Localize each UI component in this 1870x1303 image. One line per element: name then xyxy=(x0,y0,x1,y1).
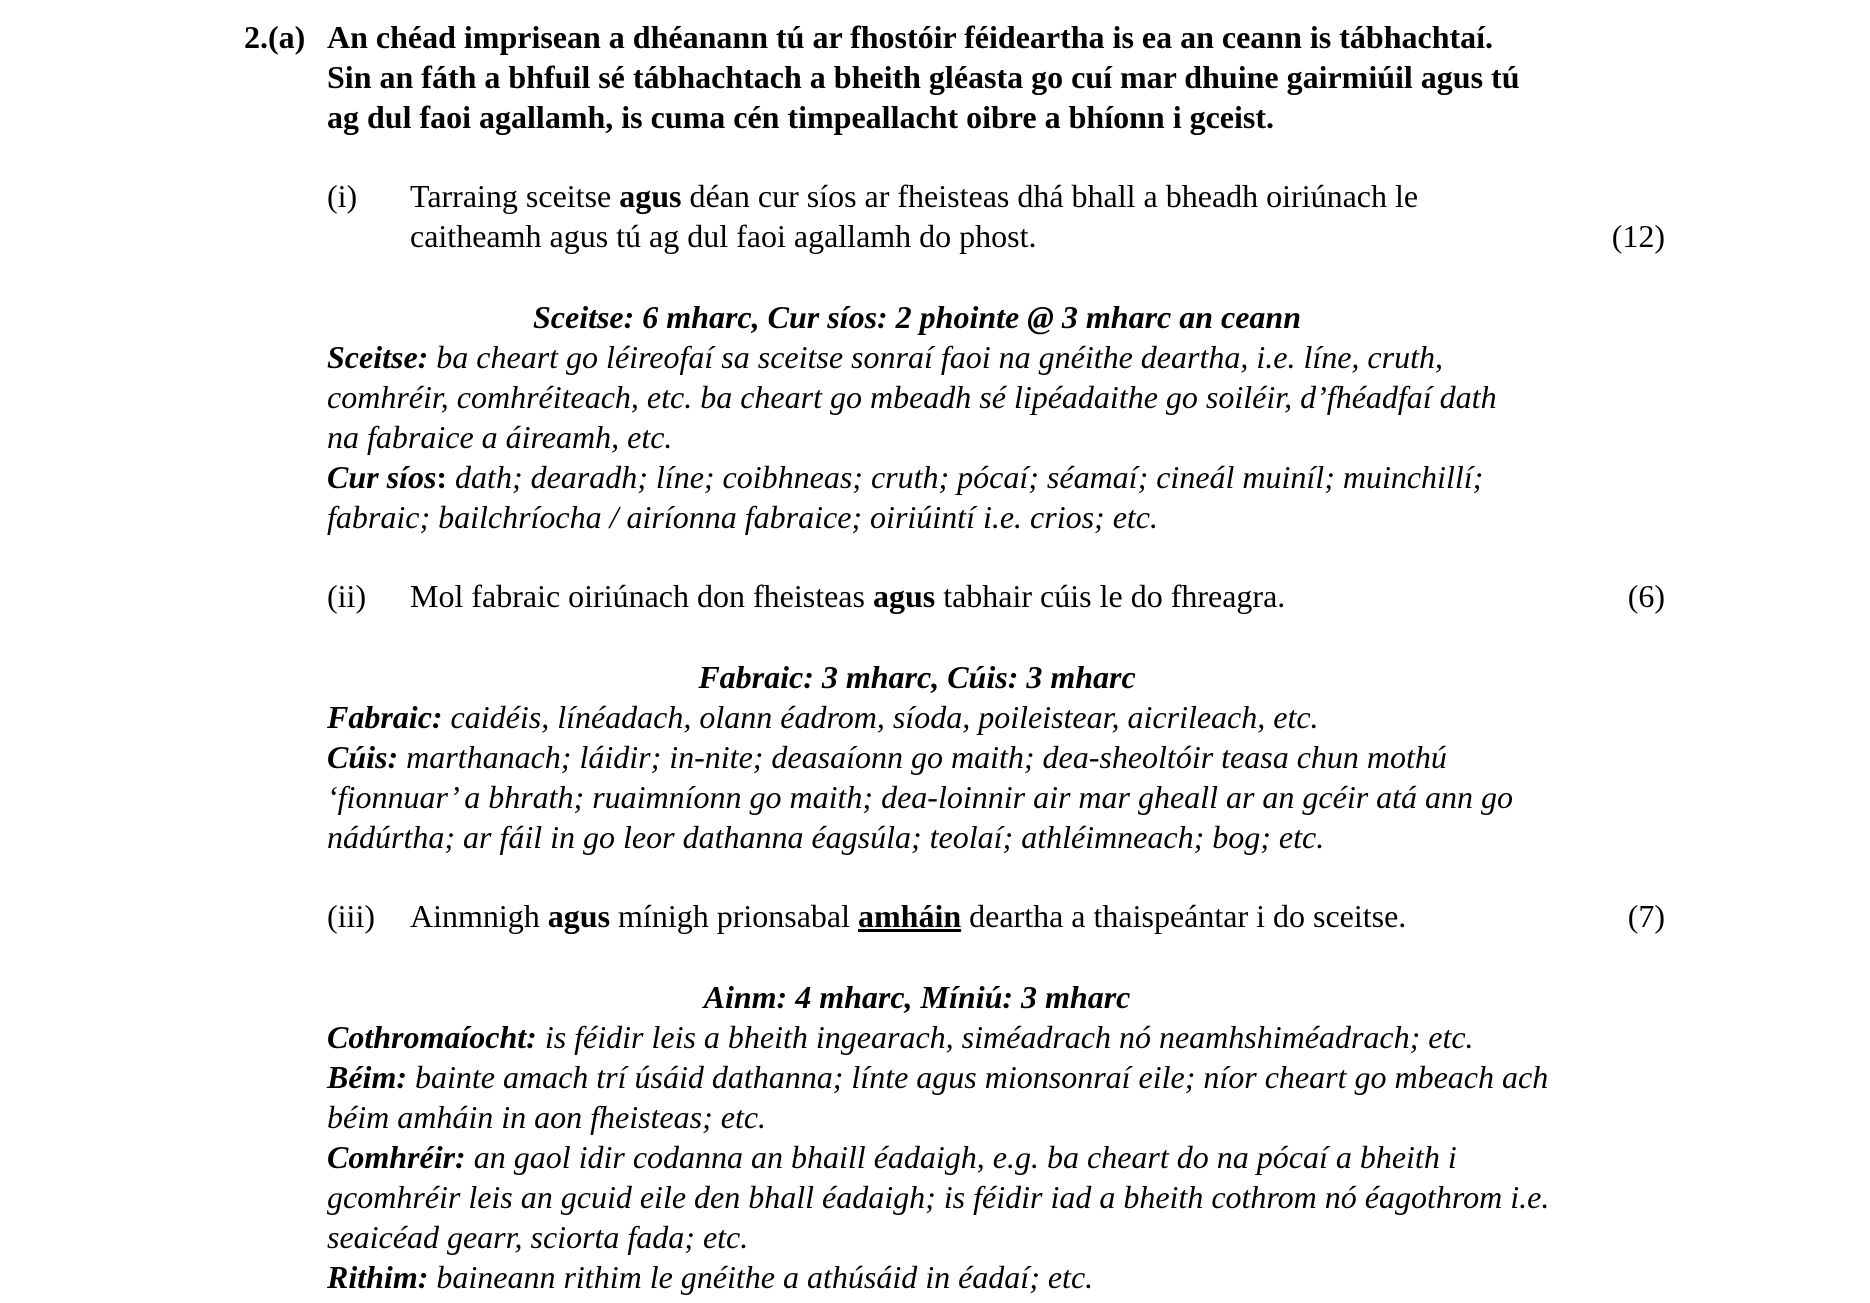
emphasis-amhain: amháin xyxy=(858,898,962,934)
text-run: an gaol idir codanna an bhaill éadaigh, e.g. ba cheart do na pócaí a bheith i xyxy=(465,1139,1457,1175)
text-run: bainte amach trí úsáid dathanna; línte agus mionsonraí eile; níor cheart go mbeach ach xyxy=(406,1059,1549,1095)
text-run: baineann rithim le gnéithe a athúsáid in éadaí; etc. xyxy=(428,1259,1094,1295)
answer-line xyxy=(327,457,1497,497)
emphasis-label: Béim: xyxy=(327,1059,407,1095)
text-run: deartha a thaispeántar i do sceitse. xyxy=(961,898,1407,934)
answer-line xyxy=(327,1017,1549,1057)
answer-line: nádúrtha; ar fáil in go leor dathanna éagsúla; teolaí; athléimneach; bog; etc. xyxy=(327,819,1325,855)
question-stem xyxy=(327,17,1727,137)
description-colon: : xyxy=(436,459,448,495)
text-run: ba cheart go léireofaí sa sceitse sonraí faoi na gnéithe deartha, i.e. líne, cruth, xyxy=(428,339,1443,375)
part-iii-question-line xyxy=(410,896,1406,936)
text-run: déan cur síos ar fheisteas dhá bhall a bheadh oiriúnach le xyxy=(681,178,1419,214)
answer-line: comhréir, comhréiteach, etc. ba cheart go mbeadh sé lipéadaithe go soiléir, d’fhéadfaí dath xyxy=(327,379,1497,415)
question-line: Sin an fáth a bhfuil sé tábhachtach a bheith gléasta go cuí mar dhuine gairmiúil agus tú xyxy=(327,59,1520,95)
question-line: An chéad imprisean a dhéanann tú ar fhostóir féideartha is ea an ceann is tábhachtaí. xyxy=(327,19,1494,55)
part-i-question-line-2: caitheamh agus tú ag dul faoi agallamh do phost. xyxy=(410,218,1037,254)
answer-line xyxy=(327,697,1513,737)
question-line: ag dul faoi agallamh, is cuma cén timpeallacht oibre a bhíonn i gceist. xyxy=(327,99,1274,135)
part-iii-number: (iii) xyxy=(327,898,375,934)
sketch-label: Sceitse: xyxy=(327,339,429,375)
part-i-question-line-1 xyxy=(410,176,1418,216)
answer-line xyxy=(327,337,1497,377)
part-ii-answer xyxy=(327,697,1513,857)
balance-label: Cothromaíocht: xyxy=(327,1019,537,1055)
text-run: tabhair cúis le do fhreagra. xyxy=(935,578,1286,614)
text-run: mínigh prionsabal xyxy=(610,898,858,934)
text-run: caidéis, línéadach, olann éadrom, síoda, poileistear, aicrileach, etc. xyxy=(442,699,1319,735)
answer-line: béim amháin in aon fheisteas; etc. xyxy=(327,1099,767,1135)
answer-line: ‘fionnuar’ a bhrath; ruaimníonn go maith; dea-loinnir air mar gheall ar an gcéir atá ann go xyxy=(327,779,1514,815)
emphasis-agus: agus xyxy=(547,898,611,934)
answer-line: fabraic; bailchríocha / airíonna fabraice; oiriúintí i.e. crios; etc. xyxy=(327,499,1158,535)
part-ii-number: (ii) xyxy=(327,578,367,614)
part-iii-rubric: Ainm: 4 mharc, Míniú: 3 mharc xyxy=(703,979,1131,1015)
part-iii-marks: (7) xyxy=(1627,898,1665,934)
answer-line xyxy=(327,1057,1549,1097)
emphasis-agus: agus xyxy=(872,578,936,614)
text-run: Tarraing sceitse xyxy=(410,178,620,214)
part-i-rubric: Sceitse: 6 mharc, Cur síos: 2 phointe @ 3 mharc an ceann xyxy=(532,299,1302,335)
text-run: Mol fabraic oiriúnach don fheisteas xyxy=(410,578,873,614)
part-i-marks: (12) xyxy=(1611,218,1665,254)
emphasis-agus: agus xyxy=(619,178,682,214)
answer-line: seaicéad gearr, sciorta fada; etc. xyxy=(327,1219,749,1255)
text-run: dath; dearadh; líne; coibhneas; cruth; pócaí; séamaí; cineál muiníl; muinchillí; xyxy=(447,459,1484,495)
text-run: is féidir leis a bheith ingearach, siméadrach nó neamhshiméadrach; etc. xyxy=(536,1019,1474,1055)
text-run: marthanach; láidir; in-nite; deasaíonn go maith; dea-sheoltóir teasa chun mothú xyxy=(398,739,1447,775)
rhythm-label: Rithim: xyxy=(327,1259,429,1295)
part-ii-rubric: Fabraic: 3 mharc, Cúis: 3 mharc xyxy=(698,659,1136,695)
answer-line xyxy=(327,737,1513,777)
answer-line: na fabraice a áireamh, etc. xyxy=(327,419,673,455)
answer-line: gcomhréir leis an gcuid eile den bhall éadaigh; is féidir iad a bheith cothrom nó éagothrom i.e. xyxy=(327,1179,1550,1215)
part-ii-question-line xyxy=(410,576,1285,616)
part-ii-marks: (6) xyxy=(1627,578,1665,614)
text-run: Ainmnigh xyxy=(410,898,548,934)
part-i-sketch-answer xyxy=(327,337,1497,537)
part-iii-answer xyxy=(327,1017,1549,1297)
question-number: 2.(a) xyxy=(244,19,306,55)
answer-line xyxy=(327,1257,1549,1297)
description-label: Cur síos xyxy=(327,459,437,495)
fabric-label: Fabraic: xyxy=(327,699,443,735)
part-i-number: (i) xyxy=(327,178,358,214)
reason-label: Cúis: xyxy=(327,739,399,775)
proportion-label: Comhréir: xyxy=(327,1139,466,1175)
answer-line xyxy=(327,1137,1549,1177)
